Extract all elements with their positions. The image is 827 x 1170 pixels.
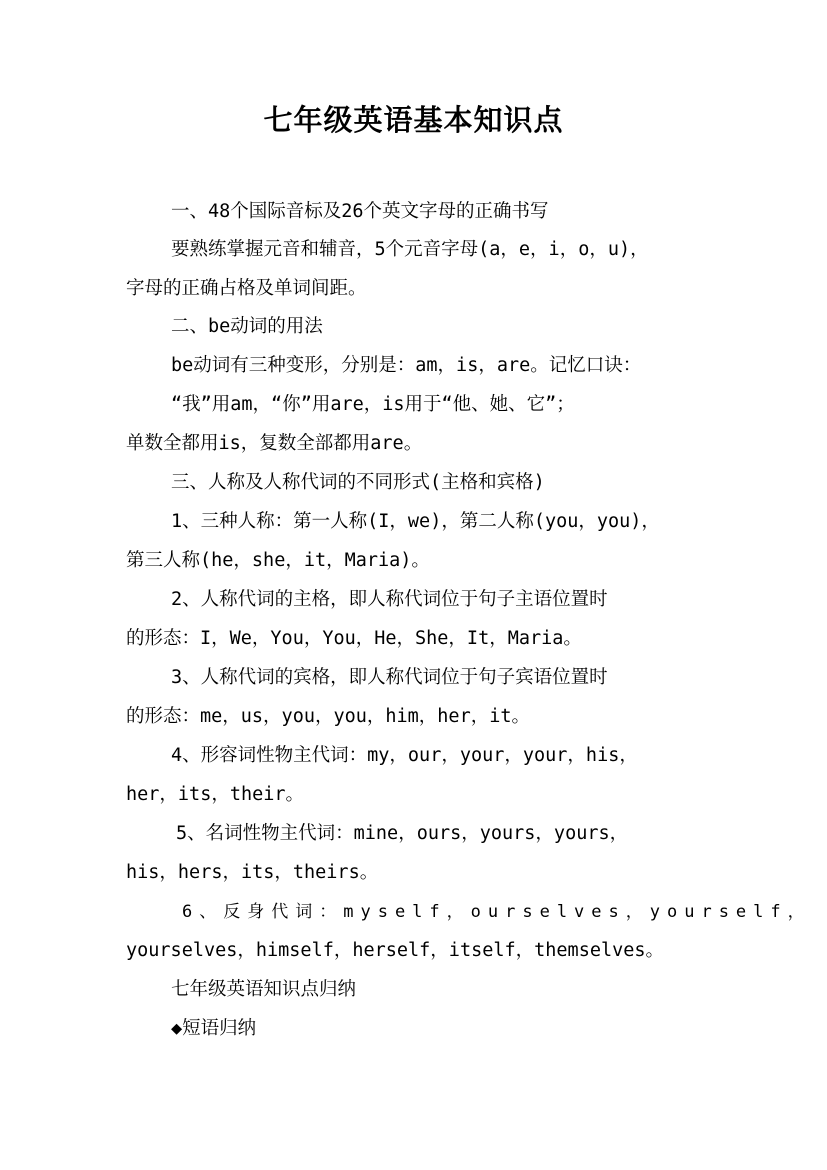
text-line: 七年级英语知识点归纳 [171,979,357,1000]
text-line: her，its，their。 [126,784,305,805]
text-line: 5、名词性物主代词：mine，ours，yours，yours， [176,823,629,844]
text-line: yourselves，himself，herself，itself，themselves。 [126,940,665,961]
text-line: 的形态：me，us，you，you，him，her，it。 [126,706,530,727]
text-line: “我”用am，“你”用are，is用于“他、她、它”； [171,394,575,415]
text-line: 的形态：I，We，You，You，He，She，It，Maria。 [126,628,582,649]
text-line: ◆短语归纳 [171,1018,257,1039]
text-line: 一、48个国际音标及26个英文字母的正确书写 [171,201,549,222]
document-title: 七年级英语基本知识点 [263,103,564,137]
text-line: 二、be动词的用法 [171,316,323,337]
text-line: 第三人称(he，she，it，Maria)。 [126,550,430,571]
text-line: 字母的正确占格及单词间距。 [126,278,367,299]
text-line: his，hers，its，theirs。 [126,862,379,883]
text-line: 2、人称代词的主格，即人称代词位于句子主语位置时 [171,589,608,610]
text-line: be动词有三种变形，分别是：am，is，are。记忆口诀： [171,355,642,376]
text-line: 6、反身代词：myself，ourselves，yourself， [182,902,812,922]
text-line: 单数全都用is，复数全部都用are。 [126,433,423,454]
text-line: 4、形容词性物主代词：my，our，your，your，his， [171,745,638,766]
text-line: 三、人称及人称代词的不同形式(主格和宾格) [171,472,545,493]
text-line: 1、三种人称：第一人称(I，we)，第二人称(you，you)， [171,511,660,532]
text-line: 要熟练掌握元音和辅音，5个元音字母(a，e，i，o，u)， [171,239,649,260]
text-line: 3、人称代词的宾格，即人称代词位于句子宾语位置时 [171,667,608,688]
